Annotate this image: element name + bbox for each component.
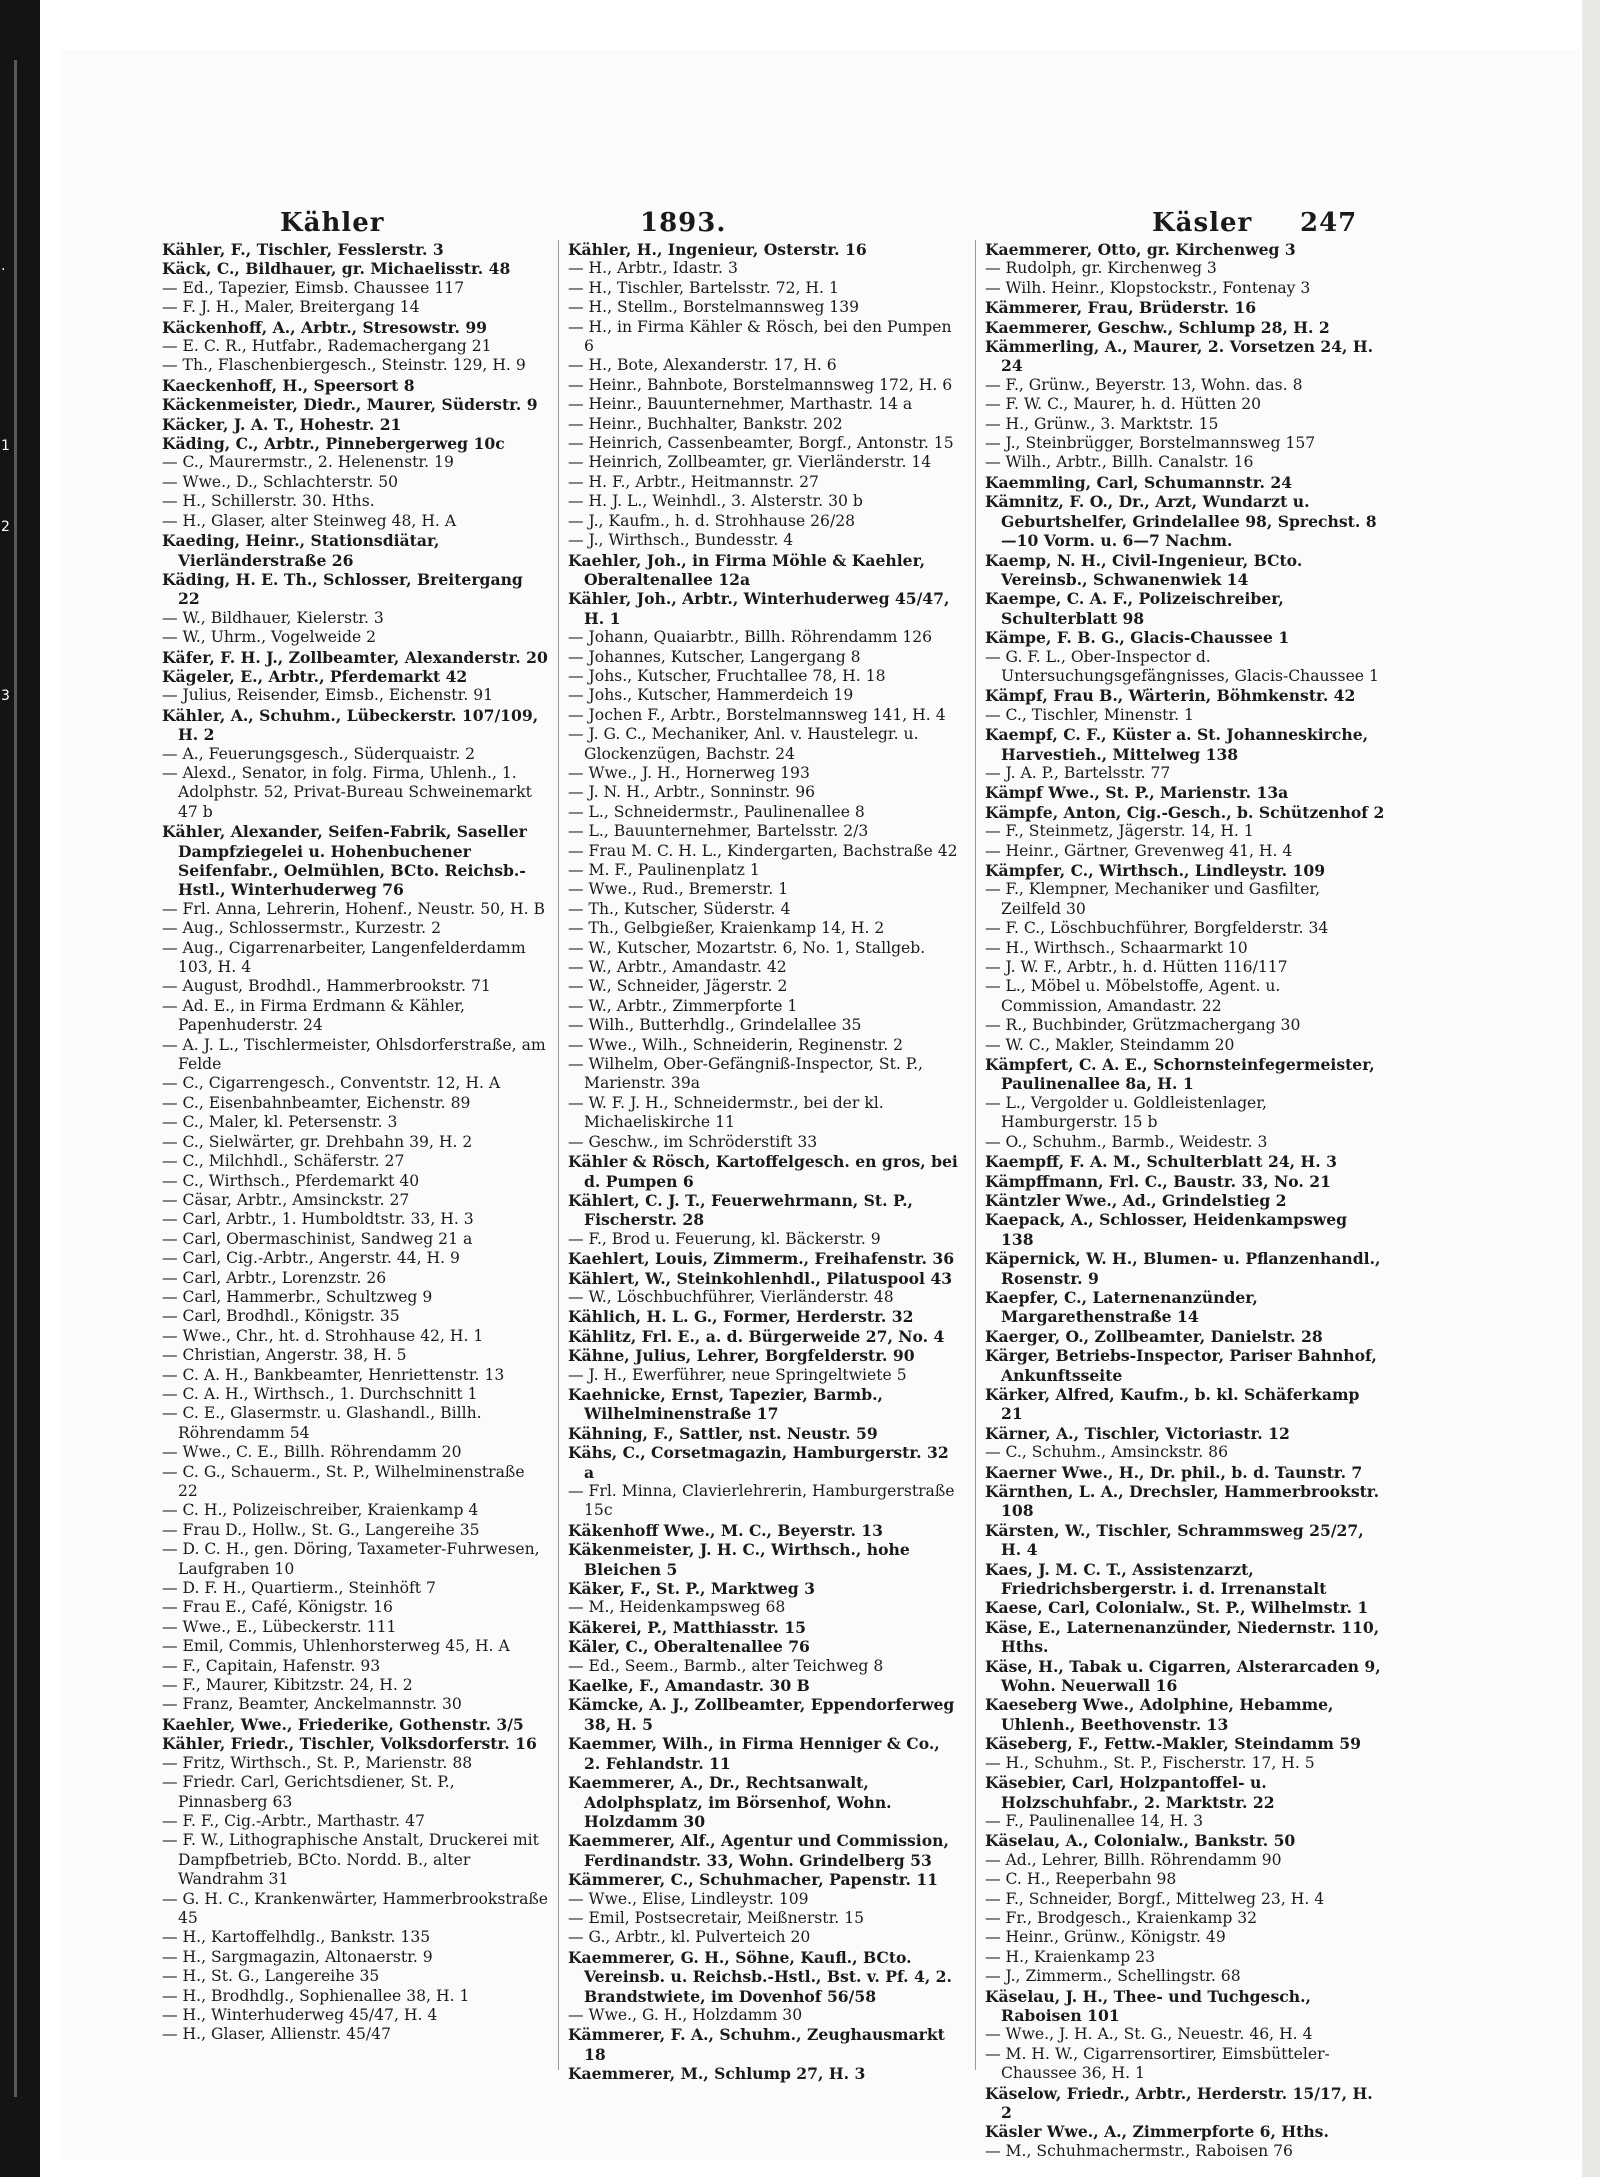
directory-entry: — Wilh., Butterhdlg., Grindelallee 35 [568, 1016, 862, 1035]
directory-entry: — L., Möbel u. Möbelstoffe, Agent. u. Commission, Amandastr. 22 [985, 977, 1281, 1015]
directory-entry: Käler, C., Oberaltenallee 76 [568, 1637, 810, 1657]
directory-entry: Kaeseberg Wwe., Adolphine, Hebamme, Uhlenh., Beethovenstr. 13 [985, 1695, 1334, 1734]
directory-entry: — H., Stellm., Borstelmannsweg 139 [568, 298, 860, 317]
directory-entry: — F. F., Cig.-Arbtr., Marthastr. 47 [162, 1811, 425, 1830]
directory-entry: — M. F., Paulinenplatz 1 [568, 861, 760, 879]
directory-entry: Kaese, Carl, Colonialw., St. P., Wilhelmstr. 1 [985, 1598, 1369, 1618]
directory-entry: — Heinr., Bauunternehmer, Marthastr. 14 a [568, 395, 913, 414]
directory-entry: Kämmerling, A., Maurer, 2. Vorsetzen 24, H. 24 [985, 337, 1374, 376]
directory-entry: Kärsten, W., Tischler, Schrammsweg 25/27, H. 4 [985, 1520, 1364, 1560]
directory-entry: — Carl, Hammerbr., Schultzweg 9 [162, 1287, 433, 1306]
directory-entry: Kämmerer, F. A., Schuhm., Zeughausmarkt 18 [568, 2025, 945, 2064]
directory-entry: — C. A. H., Wirthsch., 1. Durchschnitt 1 [162, 1384, 478, 1403]
directory-entry: Käfer, F. H. J., Zollbeamter, Alexanderstr. 20 [162, 647, 548, 667]
directory-entry: — H., Schuhm., St. P., Fischerstr. 17, H. 5 [985, 1753, 1315, 1772]
directory-entry: Käpernick, W. H., Blumen- u. Pflanzenhandl., Rosenstr. 9 [985, 1249, 1381, 1288]
directory-entry: — W., Arbtr., Zimmerpforte 1 [568, 996, 798, 1015]
directory-entry: Kähning, F., Sattler, nst. Neustr. 59 [568, 1423, 878, 1443]
directory-entry: — J. W. F., Arbtr., h. d. Hütten 116/117 [985, 958, 1288, 977]
directory-entry: — Heinr., Grünw., Königstr. 49 [985, 1928, 1226, 1947]
directory-entry: — Christian, Angerstr. 38, H. 5 [162, 1346, 407, 1365]
directory-entry: Kämpffmann, Frl. C., Baustr. 33, No. 21 [985, 1171, 1331, 1191]
directory-entry: — H., Grünw., 3. Marktstr. 15 [985, 414, 1219, 433]
directory-entry: Kaempe, C. A. F., Polizeischreiber, Schulterblatt 98 [985, 589, 1284, 628]
directory-entry: — L., Bauunternehmer, Bartelsstr. 2/3 [568, 822, 869, 841]
directory-entry: — Wwe., J. H. A., St. G., Neuestr. 46, H. 4 [985, 2025, 1313, 2044]
directory-entry: — Aug., Cigarrenarbeiter, Langenfelderdamm 103, H. 4 [162, 938, 526, 977]
directory-entry: — Ed., Seem., Barmb., alter Teichweg 8 [568, 1656, 884, 1675]
column-rule [558, 240, 559, 2070]
directory-entry: — J., Kaufm., h. d. Strohhause 26/28 [568, 511, 856, 530]
directory-entry: Kämpfert, C. A. E., Schornsteinfegermeister, Paulinenallee 8a, H. 1 [985, 1055, 1375, 1094]
running-head-left: Kähler [280, 208, 385, 238]
directory-entry: — H., Schillerstr. 30. Hths. [162, 492, 375, 511]
directory-entry: — A., Feuerungsgesch., Süderquaistr. 2 [162, 744, 476, 763]
directory-entry: — Jochen F., Arbtr., Borstelmannsweg 141, H. 4 [568, 705, 946, 724]
scan-margin [1582, 0, 1600, 2177]
directory-entry: — W., Schneider, Jägerstr. 2 [568, 977, 788, 996]
directory-entry: Kähler, A., Schuhm., Lübeckerstr. 107/109, H. 2 [162, 705, 539, 745]
directory-entry: — H., Bote, Alexanderstr. 17, H. 6 [568, 356, 837, 375]
directory-entry: — C. H., Reeperbahn 98 [985, 1870, 1177, 1889]
directory-entry: Käker, F., St. P., Marktweg 3 [568, 1579, 815, 1599]
directory-entry: — W. C., Makler, Steindamm 20 [985, 1035, 1235, 1054]
directory-entry: — G. F. L., Ober-Inspector d. Untersuchungsgefängnisses, Glacis-Chaussee 1 [985, 647, 1379, 685]
directory-entry: — F., Grünw., Beyerstr. 13, Wohn. das. 8 [985, 375, 1303, 394]
directory-entry: — J., Zimmerm., Schellingstr. 68 [985, 1967, 1241, 1986]
directory-entry: Käselau, J. H., Thee- und Tuchgesch., Raboisen 101 [985, 1986, 1311, 2025]
directory-entry: — H., Glaser, alter Steinweg 48, H. A [162, 511, 457, 530]
directory-entry: — Carl, Arbtr., Lorenzstr. 26 [162, 1268, 387, 1287]
directory-entry: — Friedr. Carl, Gerichtsdiener, St. P., Pinnasberg 63 [162, 1773, 455, 1811]
directory-entry: — Carl, Obermaschinist, Sandweg 21 a [162, 1229, 473, 1248]
directory-entry: — Wilhelm, Ober-Gefängniß-Inspector, St. P., Marienstr. 39a [568, 1055, 924, 1093]
directory-entry: Kaehlert, Louis, Zimmerm., Freihafenstr. 36 [568, 1249, 955, 1269]
directory-entry: — J., Steinbrügger, Borstelmannsweg 157 [985, 434, 1316, 453]
directory-entry: — C., Tischler, Minenstr. 1 [985, 705, 1194, 724]
directory-entry: — Carl, Brodhdl., Königstr. 35 [162, 1307, 400, 1326]
directory-entry: — Ad., Lehrer, Billh. Röhrendamm 90 [985, 1850, 1282, 1869]
directory-entry: Käselow, Friedr., Arbtr., Herderstr. 15/17, H. 2 [985, 2083, 1373, 2122]
directory-entry: — H., in Firma Kähler & Rösch, bei den Pumpen 6 [568, 317, 952, 356]
directory-entry: — Ad. E., in Firma Erdmann & Kähler, Papenhuderstr. 24 [162, 996, 465, 1035]
directory-entry: Käckenmeister, Diedr., Maurer, Süderstr. 9 [162, 395, 538, 415]
page-number: 247 [1300, 208, 1358, 238]
directory-entry: — Th., Kutscher, Süderstr. 4 [568, 899, 791, 918]
directory-entry: — H., St. G., Langereihe 35 [162, 1967, 380, 1986]
directory-entry: Kaes, J. M. C. T., Assistenzarzt, Friedrichsbergerstr. i. d. Irrenanstalt [985, 1559, 1327, 1599]
directory-entry: — W., Kutscher, Mozartstr. 6, No. 1, Stallgeb. [568, 938, 926, 957]
directory-entry: — Heinrich, Zollbeamter, gr. Vierländerstr. 14 [568, 453, 932, 472]
directory-entry: — F., Schneider, Borgf., Mittelweg 23, H. 4 [985, 1889, 1325, 1908]
directory-entry: — F., Paulinenallee 14, H. 3 [985, 1811, 1204, 1830]
directory-entry: — Aug., Schlossermstr., Kurzestr. 2 [162, 919, 441, 938]
directory-entry: Kähler, F., Tischler, Fesslerstr. 3 [162, 240, 444, 259]
directory-entry: Kämpf Wwe., St. P., Marienstr. 13a [985, 783, 1289, 803]
page-edge-line [14, 60, 17, 2097]
directory-entry: — Frau D., Hollw., St. G., Langereihe 35 [162, 1520, 480, 1539]
directory-entry: Kaerger, O., Zollbeamter, Danielstr. 28 [985, 1326, 1323, 1346]
directory-entry: — Frl. Minna, Clavierlehrerin, Hamburgerstraße 15c [568, 1482, 955, 1520]
directory-entry: — J., Wirthsch., Bundesstr. 4 [568, 531, 794, 550]
directory-entry: Käkenmeister, J. H. C., Wirthsch., hohe Bleichen 5 [568, 1540, 910, 1579]
directory-entry: Kaemmling, Carl, Schumannstr. 24 [985, 472, 1293, 492]
edge-mark: 3 [1, 688, 10, 704]
directory-entry: — W., Bildhauer, Kielerstr. 3 [162, 608, 384, 627]
directory-entry: — C., Wirthsch., Pferdemarkt 40 [162, 1171, 420, 1190]
directory-entry: — C., Sielwärter, gr. Drehbahn 39, H. 2 [162, 1132, 473, 1151]
directory-entry: — Geschw., im Schröderstift 33 [568, 1132, 818, 1151]
directory-entry: — R., Buchbinder, Grützmachergang 30 [985, 1016, 1301, 1035]
directory-column-2 [568, 240, 960, 2084]
directory-entry: — Wwe., G. H., Holzdamm 30 [568, 2005, 803, 2024]
directory-entry: — C. G., Schauerm., St. P., Wilhelminenstraße 22 [162, 1462, 525, 1500]
directory-entry: — H., Glaser, Allienstr. 45/47 [162, 2025, 392, 2044]
directory-entry: Kähler, H., Ingenieur, Osterstr. 16 [568, 240, 867, 259]
directory-entry: Käding, H. E. Th., Schlosser, Breitergang 22 [162, 569, 523, 609]
directory-entry: — W., Löschbuchführer, Vierländerstr. 48 [568, 1287, 894, 1306]
directory-entry: Käsler Wwe., A., Zimmerpforte 6, Hths. [985, 2122, 1329, 2142]
directory-entry: — H., Winterhuderweg 45/47, H. 4 [162, 2005, 438, 2024]
directory-entry: Kägeler, E., Arbtr., Pferdemarkt 42 [162, 666, 468, 686]
directory-entry: Kaemmerer, G. H., Söhne, Kaufl., BCto. Vereinsb. u. Reichsb.-Hstl., Bst. v. Pf. 4, 2. Brandstwiete, im Dovenhof 56/58 [568, 1947, 952, 2006]
directory-entry: Kaemmerer, M., Schlump 27, H. 3 [568, 2064, 866, 2084]
directory-entry: Kämnitz, F. O., Dr., Arzt, Wundarzt u. Geburtshelfer, Grindelallee 98, Sprechst. 8—10 Vorm. u. 6—7 Nachm. [985, 492, 1377, 551]
directory-entry: — Emil, Postsecretair, Meißnerstr. 15 [568, 1908, 865, 1927]
directory-entry: — Fr., Brodgesch., Kraienkamp 32 [985, 1908, 1258, 1927]
directory-entry: Käck, C., Bildhauer, gr. Michaelisstr. 48 [162, 259, 511, 279]
directory-entry: — Wwe., Wilh., Schneiderin, Reginenstr. 2 [568, 1035, 904, 1054]
directory-entry: Käcker, J. A. T., Hohestr. 21 [162, 414, 402, 434]
running-head-right: Käsler [1152, 208, 1253, 238]
directory-entry: — D. C. H., gen. Döring, Taxameter-Fuhrwesen, Laufgraben 10 [162, 1540, 540, 1578]
directory-entry: Kähler, Friedr., Tischler, Volksdorferstr. 16 [162, 1734, 537, 1754]
directory-column-1 [162, 240, 548, 2080]
directory-entry: Kämmerer, Frau, Brüderstr. 16 [985, 298, 1257, 318]
directory-entry: — C. E., Glasermstr. u. Glashandl., Billh. Röhrendamm 54 [162, 1404, 482, 1442]
directory-entry: — L., Schneidermstr., Paulinenallee 8 [568, 802, 865, 821]
directory-entry: Kaepack, A., Schlosser, Heidenkampsweg 138 [985, 1210, 1348, 1249]
directory-entry: — Heinr., Gärtner, Grevenweg 41, H. 4 [985, 841, 1293, 860]
directory-entry: — W. F. J. H., Schneidermstr., bei der kl. Michaeliskirche 11 [568, 1093, 884, 1132]
directory-column-3 [985, 240, 1385, 2160]
directory-entry: — D. F. H., Quartierm., Steinhöft 7 [162, 1579, 436, 1598]
directory-entry: Kämpf, Frau B., Wärterin, Böhmkenstr. 42 [985, 686, 1356, 706]
directory-entry: — F., Maurer, Kibitzstr. 24, H. 2 [162, 1676, 413, 1695]
directory-entry: Käkerei, P., Matthiasstr. 15 [568, 1617, 806, 1637]
directory-entry: — M. H. W., Cigarrensortirer, Eimsbütteler-Chaussee 36, H. 1 [985, 2044, 1330, 2083]
directory-entry: — O., Schuhm., Barmb., Weidestr. 3 [985, 1132, 1268, 1151]
directory-entry: — C., Maler, kl. Petersenstr. 3 [162, 1113, 398, 1132]
directory-entry: — H., Arbtr., Idastr. 3 [568, 259, 738, 278]
directory-entry: — Wwe., Chr., ht. d. Strohhause 42, H. 1 [162, 1326, 484, 1345]
directory-entry: Käseberg, F., Fettw.-Makler, Steindamm 59 [985, 1734, 1361, 1754]
directory-entry: — H., Kartoffelhdlg., Bankstr. 135 [162, 1928, 431, 1947]
directory-entry: — Wwe., C. E., Billh. Röhrendamm 20 [162, 1443, 462, 1462]
directory-entry: — August, Brodhdl., Hammerbrookstr. 71 [162, 977, 491, 996]
directory-entry: — Frau E., Café, Königstr. 16 [162, 1598, 393, 1617]
directory-entry: — F. J. H., Maler, Breitergang 14 [162, 298, 420, 317]
directory-entry: — H., Kraienkamp 23 [985, 1947, 1155, 1966]
directory-entry: Kaemmer, Wilh., in Firma Henniger & Co., 2. Fehlandstr. 11 [568, 1734, 940, 1773]
directory-entry: — J. G. C., Mechaniker, Anl. v. Haustelegr. u. Glockenzügen, Bachstr. 24 [568, 725, 919, 763]
directory-entry: Kämpfer, C., Wirthsch., Lindleystr. 109 [985, 861, 1326, 880]
directory-entry: Kämcke, A. J., Zollbeamter, Eppendorferweg 38, H. 5 [568, 1695, 955, 1734]
directory-entry: — Johs., Kutscher, Fruchtallee 78, H. 18 [568, 666, 886, 685]
directory-entry: — F. W. C., Maurer, h. d. Hütten 20 [985, 395, 1262, 414]
directory-entry: — Wwe., Elise, Lindleystr. 109 [568, 1889, 809, 1908]
directory-entry: — F. W., Lithographische Anstalt, Druckerei mit Dampfbetrieb, BCto. Nordd. B., alter Wandrahm 31 [162, 1831, 539, 1889]
running-head-year: 1893. [640, 208, 727, 238]
directory-entry: — E. C. R., Hutfabr., Rademachergang 21 [162, 337, 492, 356]
directory-entry: — Wilh., Arbtr., Billh. Canalstr. 16 [985, 453, 1254, 472]
directory-entry: Käsebier, Carl, Holzpantoffel- u. Holzschuhfabr., 2. Marktstr. 22 [985, 1773, 1275, 1812]
directory-entry: — J. A. P., Bartelsstr. 77 [985, 763, 1171, 782]
directory-entry: — Th., Gelbgießer, Kraienkamp 14, H. 2 [568, 919, 885, 938]
directory-entry: Käkenhoff Wwe., M. C., Beyerstr. 13 [568, 1520, 883, 1540]
directory-entry: Kaehler, Wwe., Friederike, Gothenstr. 3/5 [162, 1714, 524, 1734]
directory-entry: — C., Cigarrengesch., Conventstr. 12, H. A [162, 1074, 501, 1093]
directory-entry: — H., Tischler, Bartelsstr. 72, H. 1 [568, 278, 839, 297]
directory-entry: — Carl, Arbtr., 1. Humboldtstr. 33, H. 3 [162, 1210, 474, 1229]
directory-entry: Kaehnicke, Ernst, Tapezier, Barmb., Wilhelminenstraße 17 [568, 1384, 883, 1424]
directory-entry: — M., Heidenkampsweg 68 [568, 1598, 786, 1617]
directory-entry: — Frl. Anna, Lehrerin, Hohenf., Neustr. 50, H. B [162, 899, 545, 918]
directory-entry: Kämpe, F. B. G., Glacis-Chaussee 1 [985, 628, 1290, 648]
directory-entry: — C., Eisenbahnbeamter, Eichenstr. 89 [162, 1093, 471, 1112]
directory-entry: — Carl, Cig.-Arbtr., Angerstr. 44, H. 9 [162, 1249, 460, 1268]
directory-entry: — Heinr., Bahnbote, Borstelmannsweg 172, H. 6 [568, 375, 953, 394]
directory-entry: Käse, H., Tabak u. Cigarren, Alsterarcaden 9, Wohn. Neuerwall 16 [985, 1656, 1381, 1696]
directory-entry: Kaerner Wwe., H., Dr. phil., b. d. Taunstr. 7 [985, 1462, 1363, 1482]
directory-entry: — L., Vergolder u. Goldleistenlager, Hamburgerstr. 15 b [985, 1093, 1267, 1132]
directory-entry: — H. F., Arbtr., Heitmannstr. 27 [568, 472, 819, 491]
edge-mark: . [1, 258, 6, 274]
directory-entry: — Johannes, Kutscher, Langergang 8 [568, 647, 861, 666]
edge-mark: 2 [1, 519, 10, 535]
directory-entry: Kärner, A., Tischler, Victoriastr. 12 [985, 1423, 1290, 1443]
directory-entry: — Franz, Beamter, Anckelmannstr. 30 [162, 1695, 462, 1714]
edge-mark: 1 [1, 438, 10, 454]
directory-entry: — Wwe., J. H., Hornerweg 193 [568, 763, 810, 782]
directory-entry: — H., Wirthsch., Schaarmarkt 10 [985, 938, 1248, 957]
directory-entry: Kähler, Alexander, Seifen-Fabrik, Saseller Dampfziegelei u. Hohenbuchener Seifenfabr., Oelmühlen, BCto. Reichsb.-Hstl., Winterhuderweg 76 [162, 822, 527, 900]
directory-entry: — G., Arbtr., kl. Pulverteich 20 [568, 1928, 811, 1947]
directory-entry: Kaemp, N. H., Civil-Ingenieur, BCto. Vereinsb., Schwanenwiek 14 [985, 550, 1303, 589]
directory-entry: Kähs, C., Corsetmagazin, Hamburgerstr. 32 a [568, 1443, 949, 1482]
directory-entry: Kärker, Alfred, Kaufm., b. kl. Schäferkamp 21 [985, 1384, 1360, 1424]
directory-entry: Kählich, H. L. G., Former, Herderstr. 32 [568, 1307, 914, 1327]
directory-entry: Käntzler Wwe., Ad., Grindelstieg 2 [985, 1190, 1287, 1210]
directory-entry: Kaempff, F. A. M., Schulterblatt 24, H. 3 [985, 1152, 1337, 1172]
directory-entry: Käse, E., Laternenanzünder, Niedernstr. 110, Hths. [985, 1617, 1380, 1657]
directory-entry: — H., Brodhdlg., Sophienallee 38, H. 1 [162, 1986, 470, 2005]
directory-entry: — Alexd., Senator, in folg. Firma, Uhlenh., 1. Adolphstr. 52, Privat-Bureau Schweinemarkt 47 b [162, 763, 532, 821]
directory-entry: — Heinrich, Cassenbeamter, Borgf., Antonstr. 15 [568, 434, 954, 453]
directory-entry: Kaempf, C. F., Küster a. St. Johanneskirche, Harvestieh., Mittelweg 138 [985, 725, 1369, 764]
directory-entry: Kähne, Julius, Lehrer, Borgfelderstr. 90 [568, 1346, 915, 1366]
directory-entry: Kählitz, Frl. E., a. d. Bürgerweide 27, No. 4 [568, 1326, 945, 1346]
directory-entry: Kählert, C. J. T., Feuerwehrmann, St. P., Fischerstr. 28 [568, 1190, 913, 1230]
column-rule [975, 240, 976, 2070]
directory-entry: — Fritz, Wirthsch., St. P., Marienstr. 88 [162, 1753, 473, 1772]
directory-entry: — F., Capitain, Hafenstr. 93 [162, 1656, 381, 1675]
directory-entry: — Rudolph, gr. Kirchenweg 3 [985, 259, 1217, 278]
directory-entry: — F., Steinmetz, Jägerstr. 14, H. 1 [985, 822, 1254, 841]
directory-entry: Kaemmerer, Geschw., Schlump 28, H. 2 [985, 317, 1330, 337]
directory-entry: — C., Maurermstr., 2. Helenenstr. 19 [162, 453, 454, 472]
directory-entry: — F. C., Löschbuchführer, Borgfelderstr. 34 [985, 919, 1329, 938]
directory-entry: — Emil, Commis, Uhlenhorsterweg 45, H. A [162, 1637, 510, 1656]
directory-entry: Kämmerer, C., Schuhmacher, Papenstr. 11 [568, 1870, 939, 1890]
directory-entry: — C., Milchhdl., Schäferstr. 27 [162, 1152, 405, 1171]
directory-entry: Kähler, Joh., Arbtr., Winterhuderweg 45/47, H. 1 [568, 589, 950, 628]
directory-entry: Kaemmerer, Otto, gr. Kirchenweg 3 [985, 240, 1296, 259]
directory-entry: — Wilh. Heinr., Klopstockstr., Fontenay 3 [985, 278, 1311, 297]
directory-entry: — Ed., Tapezier, Eimsb. Chaussee 117 [162, 278, 465, 297]
directory-entry: — Wwe., E., Lübeckerstr. 111 [162, 1617, 397, 1636]
directory-entry: Kaehler, Joh., in Firma Möhle & Kaehler, Oberaltenallee 12a [568, 550, 926, 589]
directory-entry: Kärnthen, L. A., Drechsler, Hammerbrookstr. 108 [985, 1482, 1380, 1521]
directory-entry: — A. J. L., Tischlermeister, Ohlsdorferstraße, am Felde [162, 1035, 546, 1074]
directory-entry: Kaemmerer, Alf., Agentur und Commission, Ferdinandstr. 33, Wohn. Grindelberg 53 [568, 1831, 949, 1870]
directory-entry: — F., Brod u. Feuerung, kl. Bäckerstr. 9 [568, 1229, 881, 1248]
directory-entry: Kaeckenhoff, H., Speersort 8 [162, 375, 415, 395]
directory-entry: — Frau M. C. H. L., Kindergarten, Bachstraße 42 [568, 841, 958, 860]
directory-entry: — Julius, Reisender, Eimsb., Eichenstr. 91 [162, 686, 494, 705]
directory-entry: — G. H. C., Krankenwärter, Hammerbrookstraße 45 [162, 1889, 549, 1927]
directory-entry: Kählert, W., Steinkohlenhdl., Pilatuspool 43 [568, 1268, 953, 1288]
directory-entry: — F., Klempner, Mechaniker und Gasfilter, Zeilfeld 30 [985, 880, 1321, 918]
directory-entry: — Heinr., Buchhalter, Bankstr. 202 [568, 414, 843, 433]
directory-entry: — J. H., Ewerführer, neue Springeltwiete 5 [568, 1365, 907, 1384]
directory-entry: Käding, C., Arbtr., Pinnebergerweg 10c [162, 434, 505, 454]
directory-entry: Kämpfe, Anton, Cig.-Gesch., b. Schützenhof 2 [985, 802, 1385, 822]
directory-entry: Käselau, A., Colonialw., Bankstr. 50 [985, 1831, 1296, 1851]
directory-entry: — Cäsar, Arbtr., Amsinckstr. 27 [162, 1190, 410, 1209]
directory-entry: — C. H., Polizeischreiber, Kraienkamp 4 [162, 1501, 479, 1520]
directory-entry: — Johs., Kutscher, Hammerdeich 19 [568, 686, 854, 705]
directory-entry: — C., Schuhm., Amsinckstr. 86 [985, 1443, 1229, 1462]
directory-entry: — H. J. L., Weinhdl., 3. Alsterstr. 30 b [568, 492, 863, 511]
directory-entry: Kaelke, F., Amandastr. 30 B [568, 1676, 810, 1696]
directory-entry: — W., Arbtr., Amandastr. 42 [568, 958, 787, 977]
directory-entry: — J. N. H., Arbtr., Sonninstr. 96 [568, 783, 816, 802]
directory-entry: — Wwe., Rud., Bremerstr. 1 [568, 880, 789, 899]
directory-entry: Kaeding, Heinr., Stationsdiätar, Vierländerstraße 26 [162, 531, 440, 570]
directory-entry: Kaemmerer, A., Dr., Rechtsanwalt, Adolphsplatz, im Börsenhof, Wohn. Holzdamm 30 [568, 1773, 892, 1831]
directory-entry: — W., Uhrm., Vogelweide 2 [162, 628, 377, 647]
directory-entry: — Th., Flaschenbiergesch., Steinstr. 129, H. 9 [162, 356, 526, 375]
directory-entry: — M., Schuhmachermstr., Raboisen 76 [985, 2141, 1293, 2160]
directory-entry: Käckenhoff, A., Arbtr., Stresowstr. 99 [162, 317, 488, 337]
directory-entry: Kähler & Rösch, Kartoffelgesch. en gros, bei d. Pumpen 6 [568, 1152, 958, 1191]
directory-entry: — H., Sargmagazin, Altonaerstr. 9 [162, 1947, 433, 1966]
directory-entry: — C. A. H., Bankbeamter, Henriettenstr. 13 [162, 1365, 505, 1384]
directory-entry: Kärger, Betriebs-Inspector, Pariser Bahnhof, Ankunftsseite [985, 1346, 1377, 1385]
directory-entry: — Johann, Quaiarbtr., Billh. Röhrendamm 126 [568, 628, 933, 647]
directory-entry: — Wwe., D., Schlachterstr. 50 [162, 472, 399, 491]
directory-entry: Kaepfer, C., Laternenanzünder, Margarethenstraße 14 [985, 1287, 1258, 1327]
edge-marks [1, 0, 13, 2177]
